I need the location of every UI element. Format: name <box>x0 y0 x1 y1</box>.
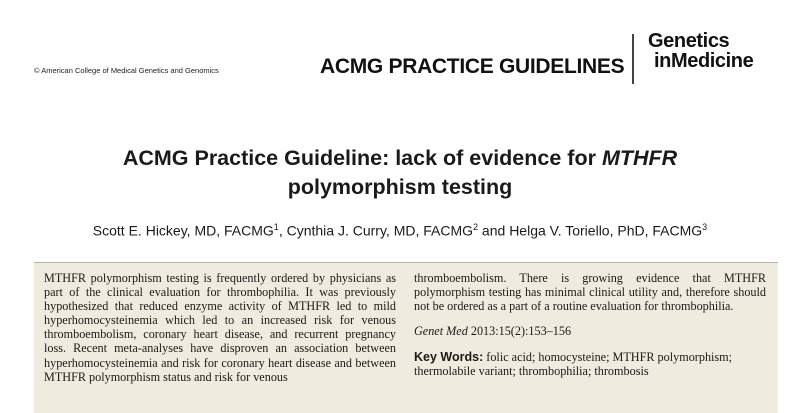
author-name: Helga V. Toriello, PhD, FACMG <box>509 222 703 239</box>
journal-logo-line1: Genetics <box>648 30 730 52</box>
keywords-label: Key Words: <box>414 350 484 365</box>
copyright-notice: © American College of Medical Genetics and Genomics <box>34 66 219 75</box>
header-divider <box>632 34 634 84</box>
author-affiliation: 2 <box>473 222 479 232</box>
citation-reference: 2013:15(2):153–156 <box>467 324 572 339</box>
author-list <box>0 222 800 239</box>
author-separator: , <box>278 222 287 239</box>
author-name: Cynthia J. Curry, MD, FACMG <box>286 222 474 239</box>
page-header <box>0 0 800 100</box>
citation <box>414 324 766 338</box>
title-text-part2: polymorphism testing <box>287 175 513 199</box>
article-title <box>0 144 800 202</box>
title-gene-name: MTHFR <box>601 146 678 170</box>
abstract-text-continued: thromboembolism. There is growing evidence that MTHFR polymorphism testing has minimal clinical utility and, therefore should not be ordered as a part of a routine evaluation for thrombophilia. <box>414 271 766 314</box>
author-conjunction: and <box>478 222 510 239</box>
citation-journal: Genet Med <box>414 324 468 339</box>
abstract-text: MTHFR polymorphism testing is frequently ordered by physicians as part of the clinical evaluation for thrombophilia. It was previously hypothesized that reduced enzyme activity of MTHFR led to mild hyperhomocysteinemia which led to an increased risk for venous thromboembolism, coronary heart disease, and recurrent pregnancy loss. Recent meta-analyses have disproven an association between hyperhomocysteinemia and risk for coronary heart disease and between MTHFR polymorphism status and risk for venous <box>44 271 396 384</box>
author-affiliation: 1 <box>273 222 279 232</box>
author-affiliation: 3 <box>702 222 708 232</box>
section-banner: ACMG PRACTICE GUIDELINES <box>320 55 625 78</box>
abstract-left-column <box>44 271 396 384</box>
abstract-box <box>34 262 778 413</box>
keywords-list: folic acid; homocysteine; MTHFR polymorphism; thermolabile variant; thrombophilia; thrombosis <box>414 350 733 379</box>
abstract-right-column <box>414 271 766 379</box>
keywords <box>414 350 766 378</box>
journal-logo <box>648 31 753 71</box>
title-text-part1: ACMG Practice Guideline: lack of evidence for <box>122 146 602 170</box>
author-name: Scott E. Hickey, MD, FACMG <box>92 222 274 239</box>
journal-logo-line2: inMedicine <box>654 50 754 72</box>
